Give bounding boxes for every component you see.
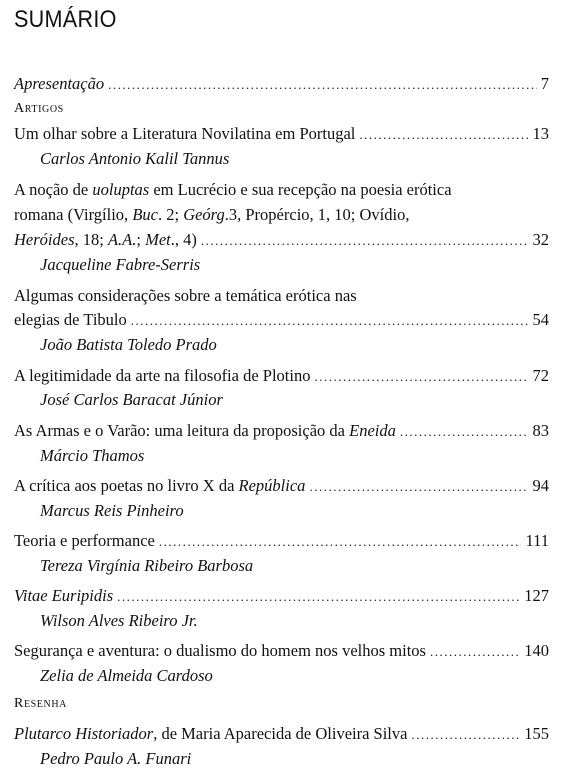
page-number: 140: [524, 641, 549, 660]
author-name: José Carlos Baracat Júnior: [40, 390, 223, 409]
author-name: Zelia de Almeida Cardoso: [40, 666, 213, 685]
author-name: Jacqueline Fabre-Serris: [40, 255, 201, 274]
toc-entry[interactable]: [14, 724, 549, 745]
toc-entry-title: Heróides, 18; A.A.; Met., 4): [14, 230, 197, 249]
dot-leader: [309, 477, 528, 497]
author-name: Marcus Reis Pinheiro: [40, 501, 184, 520]
toc-entry-title: A crítica aos poetas no livro X da República: [14, 476, 306, 495]
page-number: 155: [524, 724, 549, 743]
toc-entry-title-line: A noção de uoluptas em Lucrécio e sua recepção na poesia erótica: [14, 180, 452, 199]
toc-entry[interactable]: [14, 366, 549, 387]
page-number: 72: [532, 366, 549, 385]
toc-entry-apresentacao[interactable]: [14, 74, 549, 95]
page-number: 54: [532, 310, 549, 329]
toc-entry-title-line: romana (Virgílio, Buc. 2; Geórg.3, Propércio, 1, 10; Ovídio,: [14, 205, 410, 224]
toc-entry[interactable]: [14, 310, 549, 331]
page-number: 7: [540, 74, 549, 93]
toc-entry[interactable]: [14, 230, 549, 251]
toc-entry-title: Segurança e aventura: o dualismo do homem nos velhos mitos: [14, 641, 426, 660]
toc-entry[interactable]: [14, 421, 549, 442]
toc-entry-title: A legitimidade da arte na filosofia de Plotino: [14, 366, 311, 385]
toc-entry-title: As Armas e o Varão: uma leitura da proposição da Eneida: [14, 421, 396, 440]
page-number: 127: [524, 586, 549, 605]
toc-entry-title: elegias de Tibulo: [14, 310, 127, 329]
toc-entry-title: Vitae Euripidis: [14, 586, 114, 605]
toc-entry[interactable]: [14, 531, 549, 552]
section-heading-resenha: Resenha: [14, 696, 67, 711]
dot-leader: [117, 587, 520, 607]
author-name: Carlos Antonio Kalil Tannus: [40, 149, 230, 168]
author-name: Wilson Alves Ribeiro Jr.: [40, 611, 198, 630]
page-number: 94: [532, 476, 549, 495]
toc-entry[interactable]: [14, 641, 549, 662]
dot-leader: [131, 311, 529, 331]
page-number: 32: [532, 230, 549, 249]
dot-leader: [411, 725, 520, 745]
toc-entry[interactable]: [14, 124, 549, 145]
toc-entry[interactable]: [14, 586, 549, 607]
author-name: Pedro Paulo A. Funari: [40, 749, 192, 768]
toc-entry-title: Um olhar sobre a Literatura Novilatina em Portugal: [14, 124, 356, 143]
page-number: 83: [532, 421, 549, 440]
toc-entry-title: Teoria e performance: [14, 531, 155, 550]
dot-leader: [159, 532, 522, 552]
section-heading-artigos: Artigos: [14, 101, 64, 116]
page-number: 13: [532, 124, 549, 143]
dot-leader: [359, 125, 528, 145]
page-title: SUMÁRIO: [14, 6, 117, 33]
dot-leader: [201, 231, 529, 251]
dot-leader: [430, 642, 520, 662]
dot-leader: [108, 75, 537, 95]
toc-entry-title-line: Algumas considerações sobre a temática erótica nas: [14, 286, 357, 305]
dot-leader: [314, 367, 528, 387]
toc-entry[interactable]: [14, 476, 549, 497]
author-name: Tereza Virgínia Ribeiro Barbosa: [40, 556, 254, 575]
author-name: Márcio Thamos: [40, 446, 145, 465]
author-name: João Batista Toledo Prado: [40, 335, 217, 354]
dot-leader: [400, 422, 529, 442]
page-number: 111: [525, 531, 549, 550]
toc-entry-title: Plutarco Historiador, de Maria Aparecida de Oliveira Silva: [14, 724, 408, 743]
toc-entry-title: Apresentação: [14, 74, 105, 93]
